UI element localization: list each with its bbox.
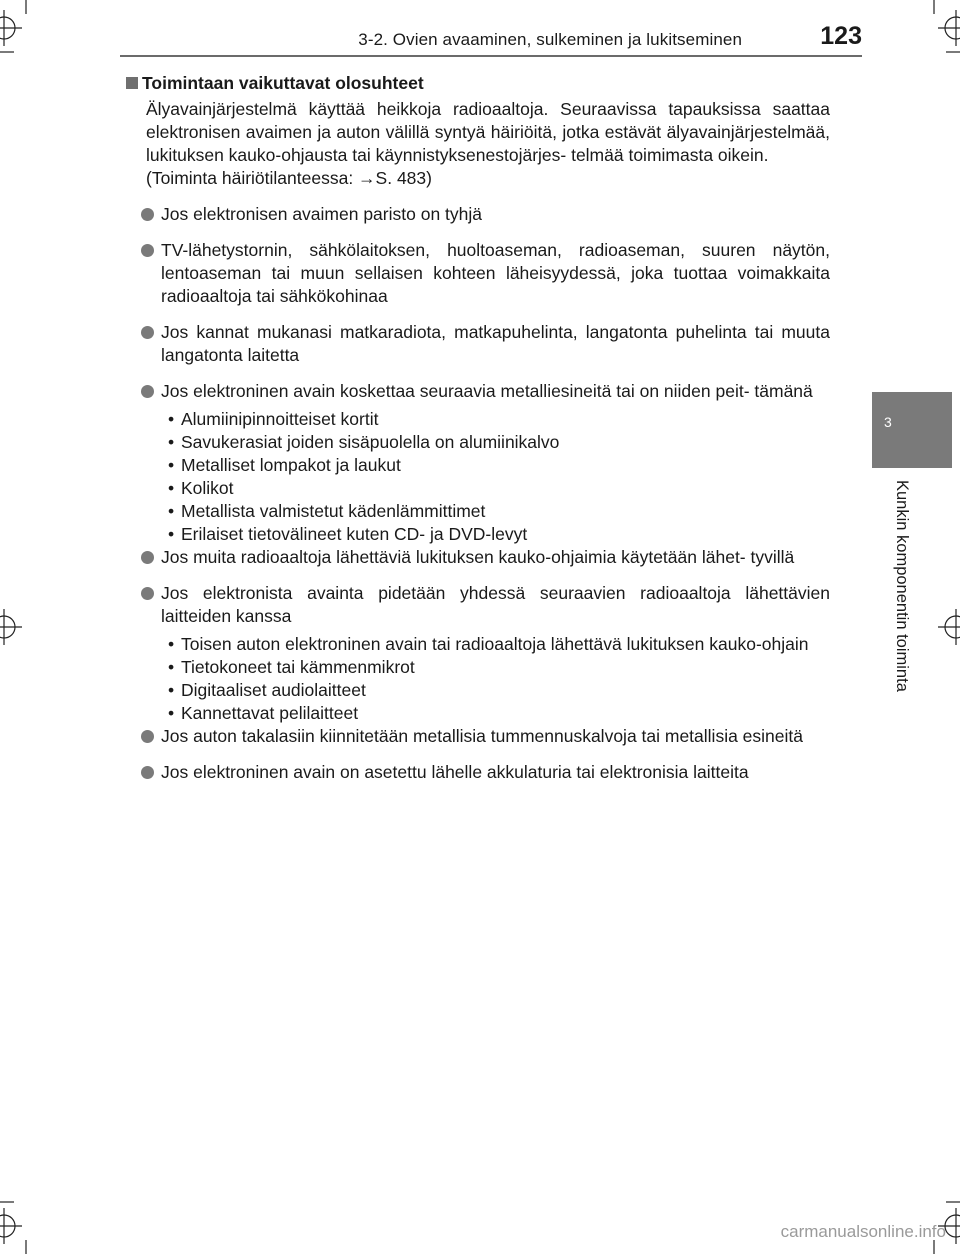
list-item bbox=[126, 239, 830, 308]
round-bullet-icon bbox=[141, 326, 154, 339]
small-bullet-icon: • bbox=[168, 409, 175, 429]
header-divider bbox=[120, 55, 862, 57]
square-bullet-icon bbox=[126, 77, 138, 89]
intro-paragraph bbox=[146, 98, 830, 190]
list-item-text: Jos muita radioaaltoja lähettäviä lukituksen kauko-ohjaimia käytetään lähet- tyvillä bbox=[161, 547, 795, 567]
small-bullet-icon: • bbox=[168, 634, 175, 654]
sub-list-item bbox=[126, 656, 830, 679]
list-item-text: Jos elektronisen avaimen paristo on tyhjä bbox=[161, 204, 483, 224]
chapter-tab bbox=[872, 392, 952, 468]
small-bullet-icon: • bbox=[168, 703, 175, 723]
condition-list bbox=[126, 203, 830, 784]
sub-list-item bbox=[126, 633, 830, 656]
list-item bbox=[126, 380, 830, 403]
small-bullet-icon: • bbox=[168, 524, 175, 544]
sub-list-item-text: Savukerasiat joiden sisäpuolella on alumiinikalvo bbox=[181, 432, 560, 452]
sub-list-item bbox=[126, 523, 830, 546]
sub-list-item bbox=[126, 408, 830, 431]
sub-list-item-text: Metallista valmistetut kädenlämmittimet bbox=[181, 501, 486, 521]
sub-list-item-text: Kolikot bbox=[181, 478, 234, 498]
reference-text: (Toiminta häiriötilanteessa: →S. 483) bbox=[146, 168, 432, 188]
sub-list-item-text: Erilaiset tietovälineet kuten CD- ja DVD-levyt bbox=[181, 524, 528, 544]
page-number: 123 bbox=[820, 22, 862, 50]
round-bullet-icon bbox=[141, 244, 154, 257]
chapter-number: 3 bbox=[884, 414, 892, 430]
list-item bbox=[126, 321, 830, 367]
sub-list bbox=[126, 633, 830, 725]
sub-list-item-text: Digitaaliset audiolaitteet bbox=[181, 680, 366, 700]
sub-list-item-text: Toisen auton elektroninen avain tai radioaaltoja lähettävä lukituksen kauko-ohjain bbox=[181, 634, 809, 654]
sub-list-item-text: Alumiinipinnoitteiset kortit bbox=[181, 409, 379, 429]
list-item bbox=[126, 761, 830, 784]
list-item-text: TV-lähetystornin, sähkölaitoksen, huoltoaseman, radioaseman, suuren näytön, lentoaseman tai muun sellaisen kohteen läheisyydessä, joka tuottaa voimakkaita radioaaltoja tai sähkökohinaa bbox=[161, 240, 830, 306]
chapter-side-label bbox=[891, 480, 911, 726]
section-title: 3-2. Ovien avaaminen, sulkeminen ja lukitseminen bbox=[358, 30, 742, 49]
intro-text: Älyavainjärjestelmä käyttää heikkoja radioaaltoja. Seuraavissa tapauksissa saattaa elektronisen avaimen ja auton välillä syntyä häiriöitä, jotka estävät älyavainjärjestelmää, lukituksen kauko-ohjausta tai käynnistyksenestojärjes- telmää toimimasta oikein. bbox=[146, 99, 830, 165]
sub-list-item bbox=[126, 477, 830, 500]
small-bullet-icon: • bbox=[168, 501, 175, 521]
list-item bbox=[126, 546, 830, 569]
round-bullet-icon bbox=[141, 766, 154, 779]
small-bullet-icon: • bbox=[168, 478, 175, 498]
page-header bbox=[0, 0, 960, 60]
list-item-text: Jos elektroninen avain koskettaa seuraavia metalliesineitä tai on niiden peit- tämänä bbox=[161, 381, 813, 401]
round-bullet-icon bbox=[141, 587, 154, 600]
sub-list-item bbox=[126, 702, 830, 725]
small-bullet-icon: • bbox=[168, 432, 175, 452]
list-item-text: Jos kannat mukanasi matkaradiota, matkapuhelinta, langatonta puhelinta tai muuta langatonta laitetta bbox=[161, 322, 830, 365]
round-bullet-icon bbox=[141, 730, 154, 743]
sub-list-item-text: Kannettavat pelilaitteet bbox=[181, 703, 359, 723]
chapter-title: Kunkin komponentin toiminta bbox=[893, 480, 911, 692]
round-bullet-icon bbox=[141, 551, 154, 564]
sub-list-item bbox=[126, 431, 830, 454]
page-content bbox=[126, 72, 830, 797]
sub-list-item bbox=[126, 679, 830, 702]
sub-list-item-text: Metalliset lompakot ja laukut bbox=[181, 455, 401, 475]
section-heading bbox=[126, 72, 830, 95]
list-item-text: Jos elektroninen avain on asetettu lähelle akkulaturia tai elektronisia laitteita bbox=[161, 762, 749, 782]
round-bullet-icon bbox=[141, 208, 154, 221]
section-heading-text: Toimintaan vaikuttavat olosuhteet bbox=[142, 73, 424, 93]
list-item-text: Jos auton takalasiin kiinnitetään metallisia tummennuskalvoja tai metallisia esineitä bbox=[161, 726, 803, 746]
list-item bbox=[126, 725, 830, 748]
watermark: carmanualsonline.info bbox=[780, 1222, 946, 1241]
small-bullet-icon: • bbox=[168, 680, 175, 700]
list-item bbox=[126, 203, 830, 226]
list-item bbox=[126, 582, 830, 628]
sub-list-item bbox=[126, 454, 830, 477]
round-bullet-icon bbox=[141, 385, 154, 398]
sub-list-item-text: Tietokoneet tai kämmenmikrot bbox=[181, 657, 415, 677]
small-bullet-icon: • bbox=[168, 657, 175, 677]
list-item-text: Jos elektronista avainta pidetään yhdessä seuraavien radioaaltoja lähettävien laitteiden kanssa bbox=[161, 583, 830, 626]
sub-list-item bbox=[126, 500, 830, 523]
sub-list bbox=[126, 408, 830, 546]
small-bullet-icon: • bbox=[168, 455, 175, 475]
